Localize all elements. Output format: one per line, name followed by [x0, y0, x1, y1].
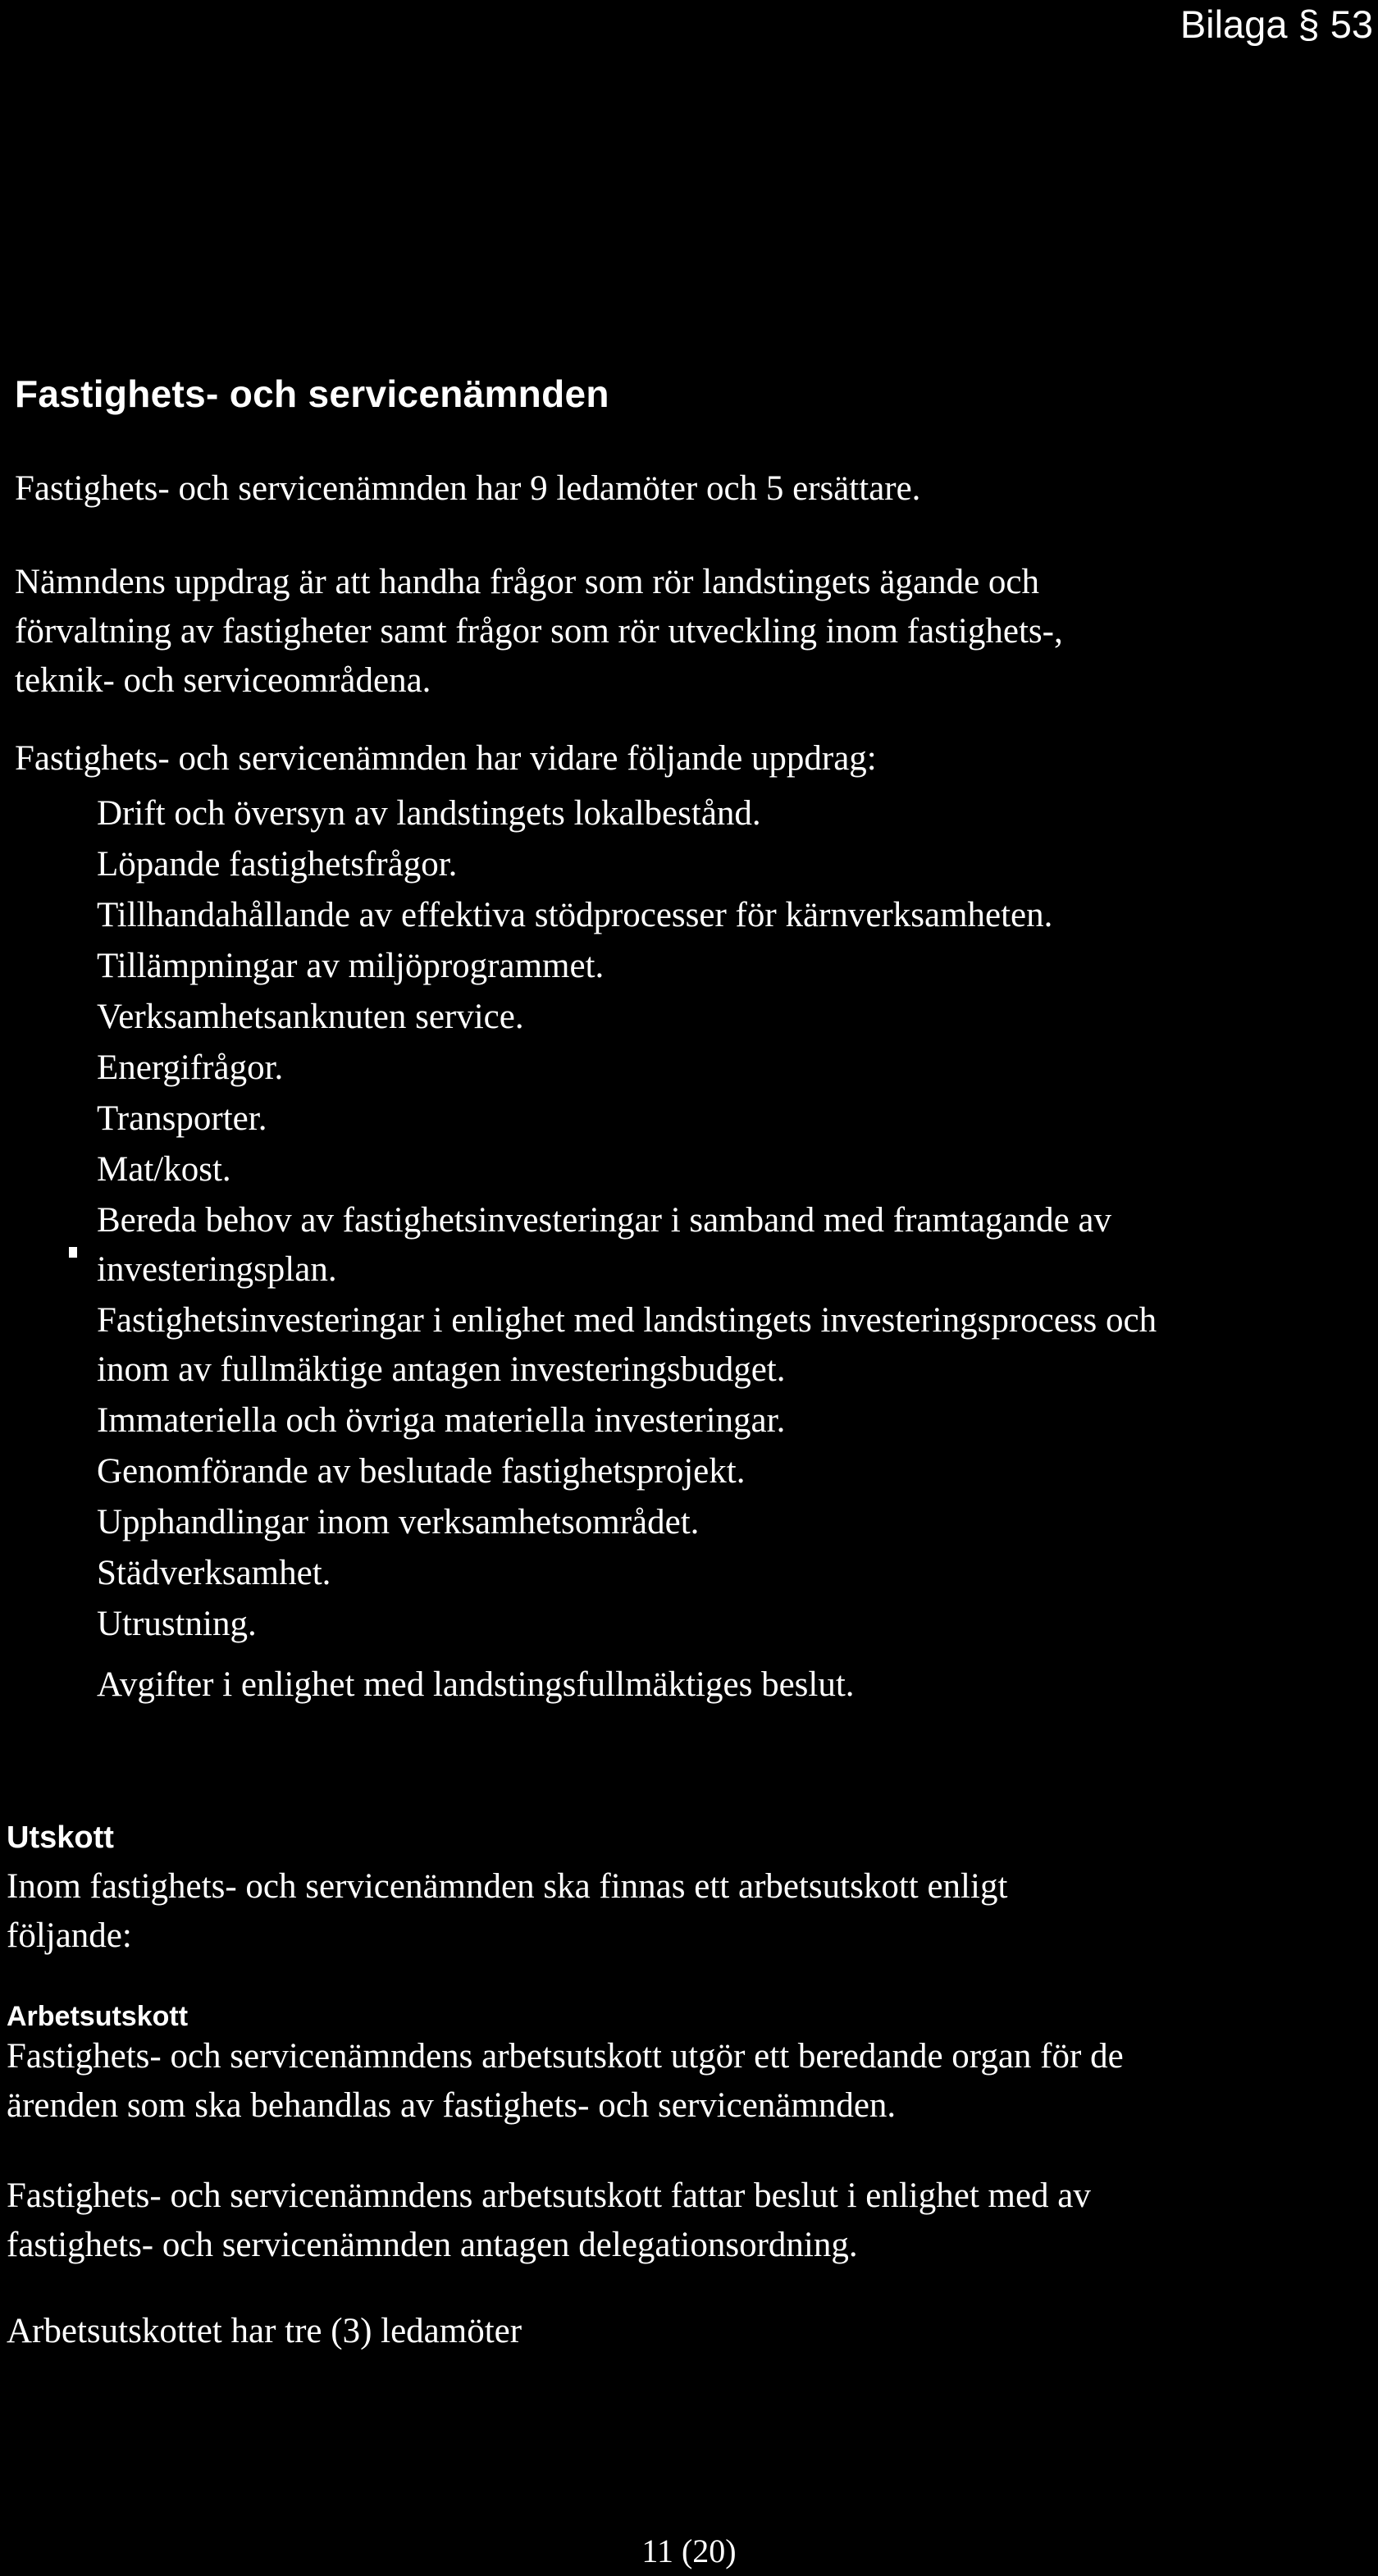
arbetsutskott-line: fastighets- och servicenämnden antagen delegationsordning.: [7, 2226, 858, 2264]
intro-paragraph: Fastighets- och servicenämnden har 9 ledamöter och 5 ersättare.: [15, 469, 921, 508]
list-item-line: inom av fullmäktige antagen investeringsbudget.: [97, 1350, 786, 1389]
list-item-line: Bereda behov av fastighetsinvesteringar i samband med framtagande av: [97, 1201, 1111, 1240]
mission-line: förvaltning av fastigheter samt frågor som rör utveckling inom fastighets-,: [15, 612, 1063, 651]
arbetsutskott-line: Fastighets- och servicenämndens arbetsutskott fattar beslut i enlighet med av: [7, 2176, 1091, 2215]
list-item: Avgifter i enlighet med landstingsfullmäktiges beslut.: [97, 1665, 855, 1704]
list-item: Transporter.: [97, 1099, 267, 1138]
list-item: Löpande fastighetsfrågor.: [97, 845, 458, 884]
list-item-line: investeringsplan.: [97, 1250, 337, 1289]
list-item: Drift och översyn av landstingets lokalbestånd.: [97, 794, 761, 833]
mission-paragraph: [15, 558, 1063, 706]
utskott-heading: Utskott: [7, 1820, 114, 1855]
arbetsutskott-paragraph-1: [7, 2032, 1124, 2131]
bullet-marker: [69, 1247, 77, 1258]
utskott-line: Inom fastighets- och servicenämnden ska finnas ett arbetsutskott enligt: [7, 1867, 1008, 1906]
utskott-paragraph: [7, 1862, 1007, 1961]
arbetsutskott-heading: Arbetsutskott: [7, 2001, 189, 2032]
mission-line: teknik- och serviceområdena.: [15, 661, 431, 700]
list-item: Städverksamhet.: [97, 1554, 331, 1592]
page-title: Fastighets- och servicenämnden: [15, 372, 609, 415]
list-item: [97, 1296, 1157, 1395]
list-item: Upphandlingar inom verksamhetsområdet.: [97, 1503, 700, 1541]
assignments-intro: Fastighets- och servicenämnden har vidare följande uppdrag:: [15, 739, 877, 778]
list-item: Immateriella och övriga materiella investeringar.: [97, 1401, 786, 1440]
arbetsutskott-line: Fastighets- och servicenämndens arbetsutskott utgör ett beredande organ för de: [7, 2037, 1124, 2076]
arbetsutskott-paragraph-2: [7, 2172, 1091, 2270]
list-item: [97, 1196, 1111, 1295]
list-item: Verksamhetsanknuten service.: [97, 998, 524, 1036]
bilaga-reference: Bilaga § 53: [1180, 2, 1373, 46]
list-item-line: Fastighetsinvesteringar i enlighet med landstingets investeringsprocess och: [97, 1301, 1157, 1340]
list-item: Energifrågor.: [97, 1048, 284, 1087]
list-item: Genomförande av beslutade fastighetsprojekt.: [97, 1452, 746, 1491]
mission-line: Nämndens uppdrag är att handha frågor som rör landstingets ägande och: [15, 563, 1039, 601]
arbetsutskott-line: ärenden som ska behandlas av fastighets- och servicenämnden.: [7, 2086, 897, 2125]
list-item: Tillämpningar av miljöprogrammet.: [97, 947, 605, 985]
list-item: Mat/kost.: [97, 1150, 231, 1189]
list-item: Utrustning.: [97, 1605, 257, 1643]
utskott-line: följande:: [7, 1916, 132, 1955]
arbetsutskott-paragraph-3: Arbetsutskottet har tre (3) ledamöter: [7, 2312, 522, 2350]
list-item: Tillhandahållande av effektiva stödprocesser för kärnverksamheten.: [97, 896, 1053, 934]
page-number: 11 (20): [641, 2533, 737, 2569]
